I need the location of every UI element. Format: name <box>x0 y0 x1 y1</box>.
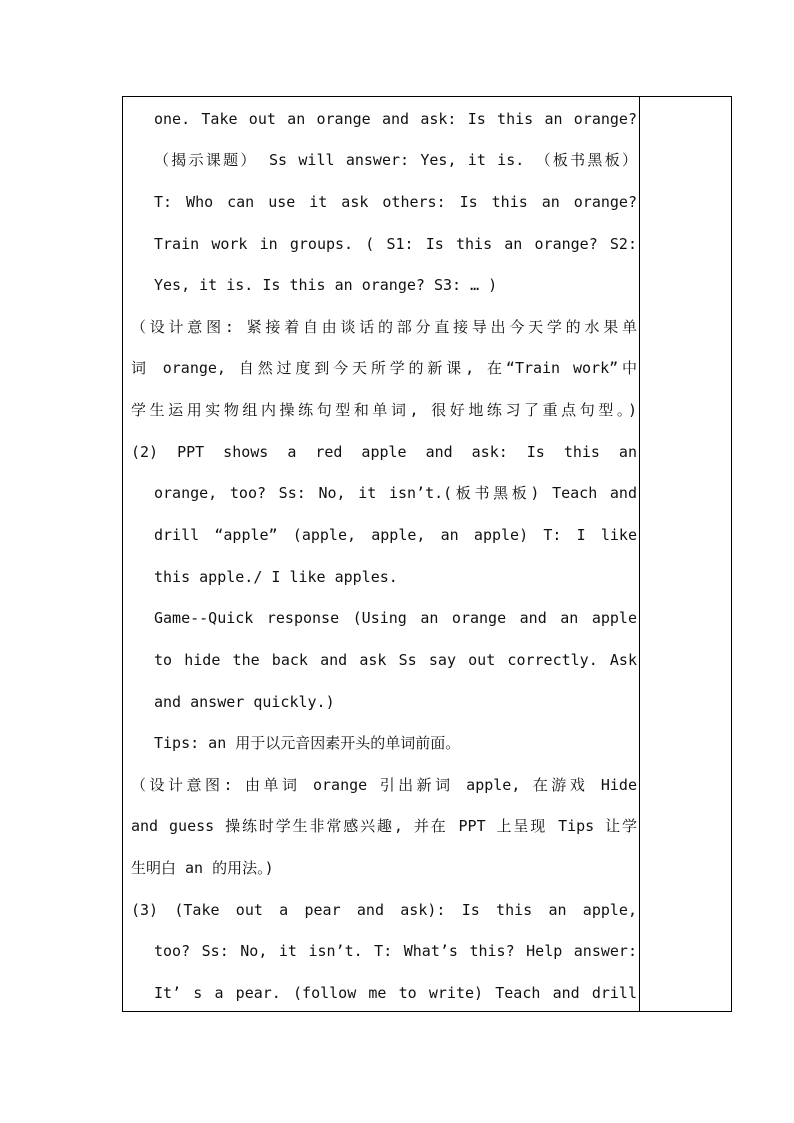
text-line: 生明白 an 的用法。) <box>131 859 274 877</box>
text-line: this apple./ I like apples. <box>154 568 398 586</box>
text-line: and guess 操练时学生非常感兴趣, 并在 PPT 上呈现 Tips 让学 <box>131 817 637 835</box>
text-line: （设计意图: 紧接着自由谈话的部分直接导出今天学的水果单 <box>131 318 637 336</box>
text-line: （设计意图: 由单词 orange 引出新词 apple, 在游戏 Hide <box>131 776 637 794</box>
text-line: to hide the back and ask Ss say out correctly. Ask <box>154 651 637 669</box>
lesson-plan-table <box>122 96 732 1012</box>
text-line: (2) PPT shows a red apple and ask: Is this an <box>131 443 637 461</box>
text-line: too? Ss: No, it isn’t. T: What’s this? Help answer: <box>154 942 637 960</box>
text-line: Train work in groups. ( S1: Is this an orange? S2: <box>154 235 637 253</box>
text-line: It’ s a pear. (follow me to write) Teach and drill <box>154 984 637 1002</box>
text-line: (3) (Take out a pear and ask): Is this an apple, <box>131 901 637 919</box>
text-line: 学生运用实物组内操练句型和单词, 很好地练习了重点句型。) <box>131 401 637 419</box>
text-line: drill “apple” (apple, apple, an apple) T: I like <box>154 526 637 544</box>
text-line: and answer quickly.) <box>154 693 335 711</box>
text-line: Tips: an 用于以元音因素开头的单词前面。 <box>154 734 461 752</box>
text-line: one. Take out an orange and ask: Is this an orange? <box>154 110 637 128</box>
text-line: T: Who can use it ask others: Is this an orange? <box>154 193 637 211</box>
text-line: 词 orange, 自然过度到今天所学的新课, 在“Train work”中 <box>131 359 637 377</box>
text-line: Game--Quick response (Using an orange and an apple <box>154 609 637 627</box>
notes-cell <box>640 97 731 1011</box>
text-line: Yes, it is. Is this an orange? S3: … ) <box>154 276 498 294</box>
text-line: （揭示课题） Ss will answer: Yes, it is. （板书黑板） <box>154 151 637 169</box>
text-line: orange, too? Ss: No, it isn’t.(板书黑板) Teach and <box>154 484 637 502</box>
